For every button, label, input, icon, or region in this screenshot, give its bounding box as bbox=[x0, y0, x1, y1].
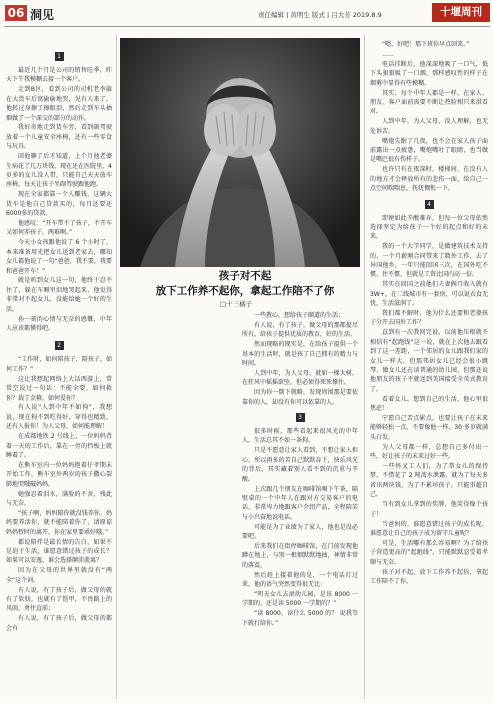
paragraph: 最近几个月是公司的销售旺季，昨天下午我模糊去接一个客户。 bbox=[6, 67, 112, 84]
paragraph: 有人说，有了孩子后，做父母的就有了软肋，也就有了铠甲，不畏路上的风雨，勇往直前； bbox=[6, 586, 112, 613]
paragraph: 现在全家都靠一个人赚钱，这辆大货车是他自己贷款买的，每月还要还6000多的贷款。 bbox=[6, 191, 112, 218]
paragraph: …… bbox=[382, 50, 394, 58]
paragraph: 上次跟几个朋友在咖啡馆喝下午茶，隔壁桌的一个中年人在跟对方交易客户的电话，非常卑力地跟客户介绍产品，全程陪笑与小兴奋地说电话。 bbox=[242, 485, 358, 521]
paragraph: 嘴炮失眠了几夜，也不会在家人孩子面前露出一点疲惫，嘴炮嘴吐了眼睛，也当做是嘴巴很有伤样子。 bbox=[370, 137, 488, 164]
paragraph: 为人父母都一样，总想自己多付出一些，好让孩子的未来过好一些。 bbox=[370, 443, 488, 461]
article-column-1 bbox=[6, 46, 112, 634]
paragraph: 电话挂断后，他深深地吸了一口气，低下头狠狠吸了一口烟，那样感叹性的样子在烟雾中显得有些模糊。 bbox=[370, 60, 488, 87]
paragraph: 当爸妈的，谁愿意错过孩子的成长呢，谁愿意让自己的孩子成为留守儿童呢？ bbox=[370, 520, 488, 537]
paragraph: “读 8000，读什么 5000 的？ 说我等下就打给你。” bbox=[242, 610, 358, 627]
paragraph: “嗯，好吧！那下班你早点回来。” bbox=[382, 41, 470, 48]
paragraph: 因为你一倒下就略，发现周围那是要依靠你的人，却没有你可以依靠的人。 bbox=[242, 389, 358, 406]
article-photo bbox=[120, 38, 360, 267]
paragraph: 很多时候，那些看起来很风光的中年人，生活总其不如一条狗。 bbox=[242, 428, 358, 445]
paragraph: 当有到女儿拿到的奖牌，他笑得像个孩子！ bbox=[370, 501, 488, 518]
paragraph: 后来我们在街停咖啡馆，在门前发现他蹲在地上，与别一根烟默默地抽，神情非常的落寞。 bbox=[242, 542, 358, 569]
editor-credits: 责任编辑 | 黄明生 版式 | 吕大芳 2019.8.9 bbox=[258, 11, 382, 19]
column-divider bbox=[364, 34, 365, 699]
paragraph: 回他聊了后才知道，上个月他老婆生病花了几万块钱，现在还在医院里，4岁多的女儿没人带，只能自己天天放车座椅，每天让孩子坐副驾驶跟他跑。 bbox=[6, 153, 112, 189]
paragraph: 在成都地铁 2 号线上，一位妈妈背着一天的工作后，靠在一旁的挡板上就睡着了。 bbox=[6, 433, 112, 459]
article-column-3 bbox=[370, 40, 488, 587]
paragraph: “工作时，如何陪孩子，陪孩子，如何工作？” bbox=[6, 356, 112, 373]
paragraph: 也许只有在夜深时，楼梯间，在没有人的地方才会释放所有的悲伤一面，给自己一点空间喘喘息，抚抚惆怅一下。 bbox=[370, 166, 488, 193]
paragraph: 孙一刻的心情与无奈的感慨，中年人应该都懂得吧。 bbox=[6, 315, 112, 332]
paragraph: 然后趁上接着他的是，一个电话打过来，他的语气突然变得很无比： bbox=[242, 571, 358, 589]
article-subtitle: 放下工作养不起你，拿起工作陪不了你 bbox=[155, 285, 335, 297]
column-divider bbox=[116, 34, 117, 699]
paragraph: 我们都不解时，他为什么还要和老婆孩子分开去国外工作？ bbox=[370, 310, 488, 327]
paragraph: 今天小女孩跟他说了 6 个小时了，本来准备用光把女儿送到老家去，哪知女儿都他说了一句“爸爸，我不要，我要和爸爸开车！” bbox=[6, 239, 112, 275]
paragraph: 她强忍着泪水，满脸的不舍，残此与无奈。 bbox=[6, 490, 112, 507]
paragraph: 一些教心，想给孩子顺道的生活； bbox=[254, 312, 345, 319]
paragraph: 我好奇地走到货车旁，看到副驾驶放着一个儿童安全座椅，还有一些零食与玩具。 bbox=[6, 124, 112, 151]
paragraph: 即便如此辛酸难弃，但每一位父母依然选择坚定为给孩子一个好的起点和好的未来。 bbox=[370, 214, 488, 241]
stressed-man-photo bbox=[120, 38, 360, 267]
paragraph: 都说陪伴是最长情的告白，如果不是迫于生活，谁愿意错过孩子的成长？如果可以安逸，谁会选择颠沛流离？ bbox=[6, 538, 112, 565]
paragraph: 其实，每个中年人都是一样，在家人、朋友、客户面前需要不断让热脸相只来泪看对。 bbox=[370, 89, 488, 116]
paragraph: 我的一个大学同学，是做建筑技术支持的，一个月薪刚合同带来了数外工作，去了异国他乡，一年只能回国三次，在国外吃不惯、住不惯，但就是工资比国内高一倍。 bbox=[370, 243, 488, 279]
paragraph: 人到中年，为人父母，没人理解，也无处诉苦。 bbox=[370, 118, 488, 135]
paragraph: 其实在回国之前他们夫妻俩月收入就有 3W+，在二线城市有一套房，可以说衣食无忧，生活滋润了。 bbox=[370, 281, 488, 308]
paragraph: “孩子啊，妈妈陪你就没钱养你，妈妈要养活你，就不能陪着你了，请原谅妈妈暂时的离开，你在家里要乖好哦。” bbox=[6, 509, 112, 536]
paragraph: 有人说，有了孩子，做父母的那都提尽所有，给孩子提供优质的教育，好的生活。 bbox=[242, 321, 358, 339]
page-number: 06 bbox=[5, 5, 27, 21]
section-marker-2: 2 bbox=[55, 341, 64, 350]
section-marker-1: 1 bbox=[55, 52, 64, 61]
section-title: 洞见 bbox=[30, 8, 55, 22]
paragraph: 在熊车室内一位妈妈抱着仔孝期未开始工作，熊车室外两岁的孩子撒心裂肺地哭哦破妈妈。 bbox=[6, 461, 112, 488]
paragraph: 孩子对不起，放下工作养不起你，拿起工作陪不了你。 bbox=[370, 568, 488, 585]
section-marker-3: 3 bbox=[296, 413, 305, 422]
section-marker-4: 4 bbox=[425, 200, 434, 209]
paragraph: 有人说，有了孩子后，做父母的都会有 bbox=[6, 615, 112, 632]
page-header bbox=[0, 0, 493, 26]
article-title: 孩子对不起 bbox=[218, 270, 272, 282]
header-rule bbox=[4, 26, 490, 27]
article-column-2 bbox=[242, 311, 358, 629]
paragraph: 因为在父母的世界里就没有“两全”这个词。 bbox=[6, 567, 112, 584]
paragraph: 他感叹：“开车带不了孩子，不开车又如何养孩子，两难啊。” bbox=[6, 220, 112, 237]
paragraph: 人到中年，为人父母，就如一棵大树，在狂风中摇摇欲坠，但必须得死死撑住。 bbox=[242, 369, 358, 387]
paragraph: 一些怀叉工人们，为了帮女儿的保持梦，不惜花了 2 吨湾水泄露，就为了每天多省出两块钱，为了不累坏孩子，只能事超自己。 bbox=[370, 463, 488, 499]
paragraph: 看着女儿，想到自己的生活，他心里很焦虑！ bbox=[370, 395, 488, 413]
newspaper-brand: 十堰周刊 bbox=[432, 3, 490, 22]
paragraph: 就是听到女儿这一句，他终于忍不住了，躲在车厢里泪地哭起来，他觉得非常对不起女儿，没能给她一个好的生活。 bbox=[6, 277, 112, 313]
paragraph: “明天女儿去滚幼儿园，是该 8000 一学期的，还是读 5000 一学期的？” bbox=[242, 590, 358, 608]
paragraph: 可能是为了业绩为了家人，他也是没必要吧。 bbox=[242, 523, 358, 541]
article-author: □十三橘子 bbox=[220, 300, 253, 308]
paragraph: 走到B区，看到公司的司机老李躲在大货车后窝偷偷地哭，见有人来了，他转过身擦了擦眼泪，然后走到车头抽烟做了一个深交的部分的动作。 bbox=[6, 86, 112, 122]
paragraph: 有人说“人到中年不如狗”，我想说，现在狗不到吃得好，穿得也精致，还有人报你！为人父母，如何能理解！ bbox=[6, 404, 112, 431]
paragraph: 宁愿自己苦点累点，也要让孩子在未来能够轻松一点，不要像他一样，30 多岁就满头白发。 bbox=[370, 415, 488, 441]
paragraph: 只是不愿意让家人看到，不想让家人担心，所以再多的苦自己默默吞下，快乐风光的背后，其实藏着别人看不到的沉重与辛酸。 bbox=[242, 447, 358, 483]
paragraph: 直到有一次我问完说，以前他压根就不相信有“起跑线”这一说，就在上次他去跟看到了这一差距，一个邻居的女儿跟我们家的女儿一样大，但那邻居女儿已经会很小跳琴、做女儿还在读普通的幼儿园，但那还说他朋友的孩子平就送到美国接受全英式教育了。 bbox=[370, 329, 488, 393]
paragraph: 可是，生活哪有那么容易啊？为了给孩子营造更高的“起跑线”，只能默默忍受着孝顺与无奈。 bbox=[370, 539, 488, 566]
paragraph: 然而现略的现实是，在给孩子提供一个基本的生活时，就是孩了自己拥有的精力与时间。 bbox=[242, 341, 358, 368]
paragraph: 这让我想起网络上大话西游上，常常空说过一句话：不能全要，如何救你？载了金箍，如何爱你？ bbox=[6, 375, 112, 402]
